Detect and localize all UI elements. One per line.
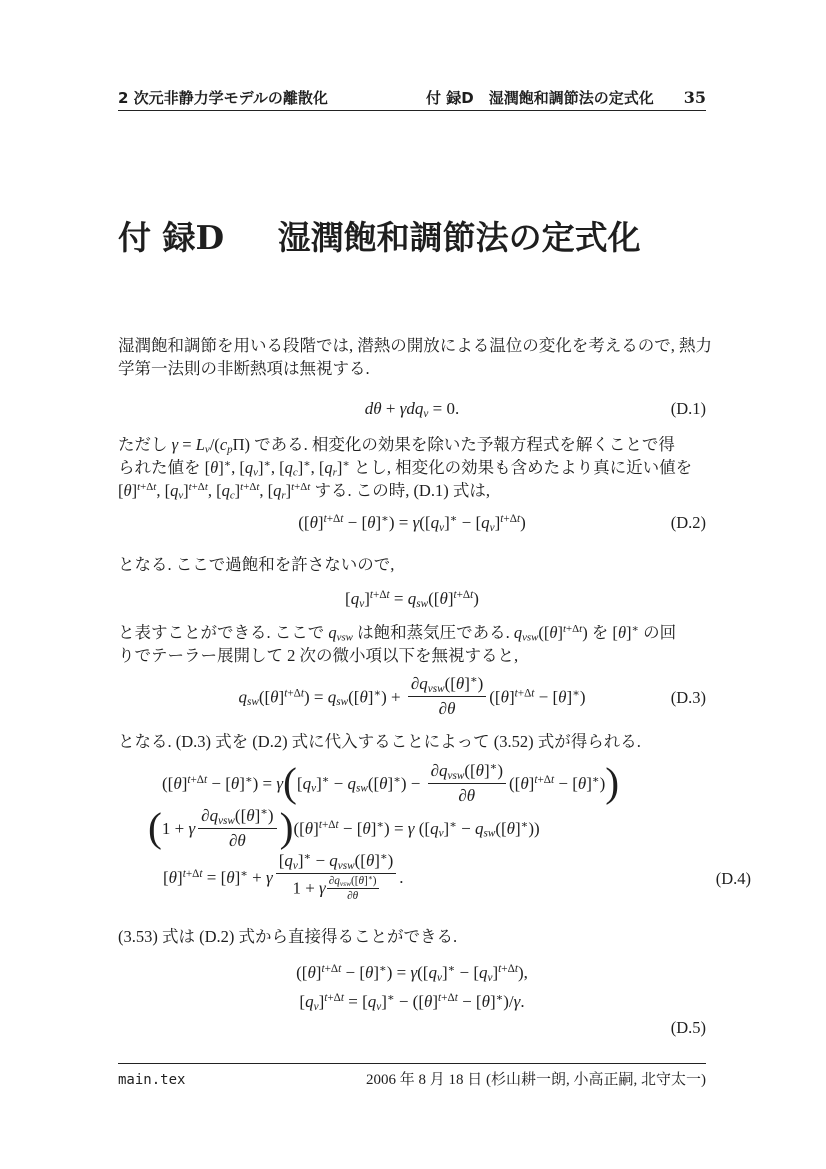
page-footer bbox=[118, 1068, 706, 1089]
footer-filename: main.tex bbox=[118, 1072, 186, 1088]
paragraph-substitution: となる. (D.3) 式を (D.2) 式に代入することによって (3.52) 式が得られる. bbox=[118, 732, 641, 751]
footer-date-authors: 2006 年 8 月 18 日 (杉山耕一朗, 小高正嗣, 北守太一) bbox=[366, 1072, 706, 1088]
appendix-title bbox=[118, 212, 641, 259]
equation-d5-line1-body: $([\theta]^{t+\Delta t} - [\theta]^∗) = \gamma([q_v]^∗ - [q_v]^{t+\Delta t})$, bbox=[296, 962, 528, 984]
equation-saturation bbox=[118, 586, 706, 612]
equation-d1-body: dθ + γdq$_v$ = 0. bbox=[364, 399, 460, 420]
appendix-title-text: 湿潤飽和調節法の定式化 bbox=[277, 218, 641, 257]
header-appendix-title: 付 録D 湿潤飽和調節法の定式化 bbox=[426, 89, 654, 107]
equation-tag-d2: (D.2) bbox=[670, 513, 706, 532]
paragraph-gamma-definition: ただし $\gamma = L_v/(c_p\Pi)$ である. 相変化の効果を除いた予報方程式を解くことで得 られた値を [θ]∗, $[q_v]^∗$, $[q_c]^∗$, $[q_r]^∗$ とし, 相変化の効果も含めたより真に近い値を $[\theta]^{t+\Delta t}$, $[q_v]^{t+\Delta t}$, $[q_c]^{t+\Delta t}$, $[q_r]^{t+\Delta t}$ する. この時, (D.1) 式は, bbox=[118, 435, 693, 502]
paragraph-supersaturation: となる. ここで過飽和を許さないので, bbox=[118, 555, 395, 574]
equation-saturation-body: $[q_v]^{t+\Delta t} = q_{sw}([\theta]^{t+\Delta t})$ bbox=[345, 588, 479, 610]
paragraph-taylor-expansion: と表すことができる. ここで $q_{vsw}$ は飽和蒸気圧である. $q_{vsw}([\theta]^{t+\Delta t})$ を [θ]∗ の回 りでテーラー展開して 2 次の微小項以下を無視すると, bbox=[118, 623, 677, 665]
equation-d3 bbox=[118, 672, 706, 724]
equation-tag-d5: (D.5) bbox=[670, 1018, 706, 1037]
equation-d4-line2-body: (1 + γ $\frac{\partial q_{vsw}([\theta]^∗)}{\partial\theta}$ )$([\theta]^{t+\Delta t} - [\theta]^∗) = \gamma$ $([q_v]^∗ - q_{sw}([\theta]^∗))$ bbox=[148, 805, 540, 851]
equation-tag-d3: (D.3) bbox=[670, 688, 706, 707]
equation-tag-d4: (D.4) bbox=[715, 869, 751, 888]
equation-d2-body: $([\theta]^{t+\Delta t} - [\theta]^∗) = \gamma([q_v]^∗ - [q_v]^{t+\Delta t})$ bbox=[298, 512, 526, 534]
equation-d4-line3 bbox=[118, 852, 751, 906]
appendix-letter: D bbox=[195, 218, 225, 257]
equation-tag-d1: (D.1) bbox=[670, 399, 706, 418]
paragraph-intro: 湿潤飽和調節を用いる段階では, 潜熱の開放による温位の変化を考えるので, 熱力 学第一法則の非断熱項は無視する. bbox=[118, 336, 712, 378]
running-header bbox=[118, 87, 706, 108]
footer-rule bbox=[118, 1063, 706, 1064]
equation-d1 bbox=[118, 398, 706, 420]
equation-d4-line2 bbox=[118, 805, 736, 855]
header-rule bbox=[118, 110, 706, 111]
equation-d5-line1 bbox=[118, 960, 706, 986]
page-number: 35 bbox=[683, 88, 706, 107]
appendix-label: 付 録 bbox=[118, 218, 196, 257]
equation-d4-line1-body: $([\theta]^{t+\Delta t} - [\theta]^∗) = \gamma([q_v]^∗ - q_{sw}([\theta]^∗)$ − $\frac{\partial q_{vsw}([\theta]^∗)}{\partial\theta}$ $([\theta]^{t+\Delta t} - [\theta]^∗)$) bbox=[162, 760, 620, 806]
equation-d3-body: $q_{sw}([\theta]^{t+\Delta t}) = q_{sw}([\theta]^∗)$ + $\frac{\partial q_{vsw}([\theta]^∗)}{\partial\theta}$ $([\theta]^{t+\Delta t} - [\theta]^∗)$ bbox=[238, 673, 586, 718]
equation-d5-line2 bbox=[118, 989, 706, 1015]
equation-d2 bbox=[118, 509, 706, 537]
equation-d5-tagline bbox=[118, 1016, 706, 1040]
equation-d5-line2-body: $[q_v]^{t+\Delta t} = [q_v]^∗ - ([\theta]^{t+\Delta t} - [\theta]^∗)/\gamma$. bbox=[299, 991, 525, 1013]
header-section-title: 2 次元非静力学モデルの離散化 bbox=[118, 89, 328, 107]
equation-d4-line3-body: $[\theta]^{t+\Delta t} = [\theta]^∗ + \gamma$ $[q_v]^∗ - q_{vsw}([\theta]^∗)$ 1 + γ $\frac{\partial q_{vsw}([\theta]^∗)}{\partial\theta}$ . bbox=[163, 850, 404, 902]
paragraph-direct-derivation: (3.53) 式は (D.2) 式から直接得ることができる. bbox=[118, 927, 458, 946]
